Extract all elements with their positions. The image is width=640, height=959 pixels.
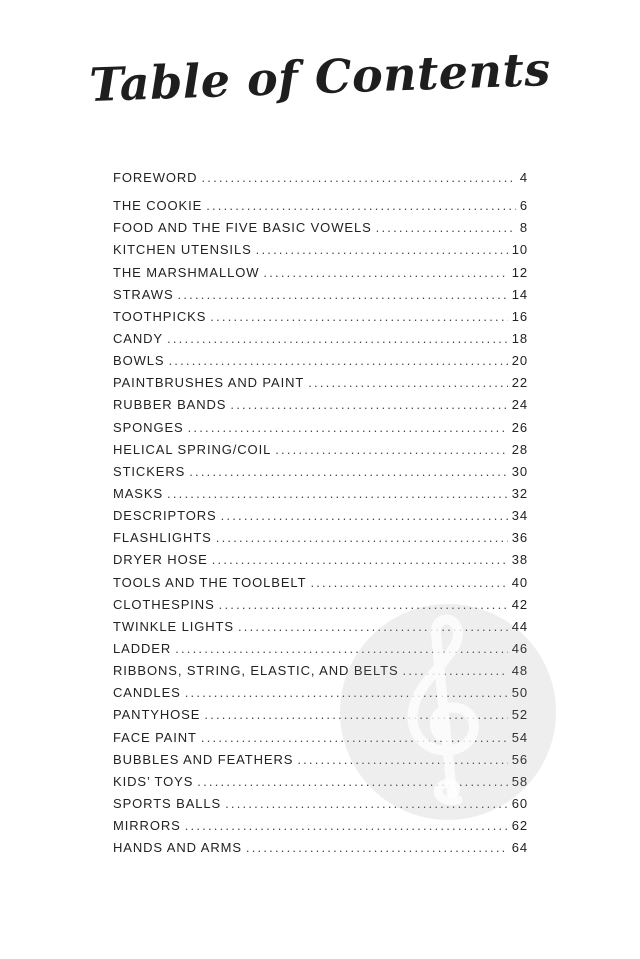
toc-entry-page: 24 [511, 397, 528, 413]
toc-entry-page: 40 [511, 574, 528, 590]
toc-entry-label: DRYER HOSE [113, 552, 208, 568]
toc-entry-page: 64 [511, 840, 528, 856]
toc-entry-label: MASKS [113, 485, 164, 501]
toc-entry [113, 170, 528, 192]
toc-entry-label: BOWLS [113, 353, 165, 369]
toc-entry [113, 464, 528, 486]
toc-entry-label: CLOTHESPINS [113, 596, 215, 612]
toc-entry [113, 530, 528, 552]
toc-entry-label: STRAWS [113, 286, 174, 302]
dot-leader [238, 619, 508, 634]
toc-entry-label: FLASHLIGHTS [113, 530, 212, 546]
dot-leader [167, 486, 508, 501]
toc-entry-label: DESCRIPTORS [113, 508, 217, 524]
toc-entry-label: RUBBER BANDS [113, 397, 227, 413]
toc-entry-page: 16 [511, 308, 528, 324]
toc-entry [113, 375, 528, 397]
toc-entry [113, 198, 528, 220]
toc-entry-label: PANTYHOSE [113, 707, 201, 723]
toc-entry [113, 663, 528, 685]
toc-entry [113, 575, 528, 597]
toc-entry [113, 287, 528, 309]
toc-entry [113, 442, 528, 464]
toc-entry [113, 707, 528, 729]
toc-entry [113, 486, 528, 508]
toc-entry [113, 796, 528, 818]
toc-entry-label: SPONGES [113, 419, 184, 435]
dot-leader [275, 442, 508, 457]
toc-entry [113, 508, 528, 530]
toc-entry-page: 58 [511, 773, 528, 789]
toc-entry [113, 641, 528, 663]
table-of-contents [113, 170, 528, 862]
toc-entry [113, 730, 528, 752]
dot-leader [206, 198, 516, 213]
dot-leader [201, 170, 515, 185]
toc-entry [113, 840, 528, 862]
toc-entry [113, 619, 528, 641]
toc-entry-label: RIBBONS, STRING, ELASTIC, AND BELTS [113, 663, 399, 679]
dot-leader [216, 530, 508, 545]
toc-entry-page: 36 [511, 530, 528, 546]
dot-leader [212, 552, 508, 567]
toc-entry-label: FOREWORD [113, 170, 198, 185]
toc-entry-label: KITCHEN UTENSILS [113, 242, 252, 258]
toc-entry [113, 242, 528, 264]
dot-leader [201, 730, 508, 745]
dot-leader [189, 464, 508, 479]
toc-entry-page: 28 [511, 441, 528, 457]
toc-entry [113, 552, 528, 574]
toc-entry-page: 34 [511, 508, 528, 524]
dot-leader [178, 287, 508, 302]
toc-entry [113, 331, 528, 353]
toc-entry [113, 774, 528, 796]
toc-entry-label: CANDLES [113, 685, 181, 701]
toc-entry-label: MIRRORS [113, 818, 181, 834]
dot-leader [246, 840, 508, 855]
dot-leader [168, 353, 507, 368]
dot-leader [204, 707, 507, 722]
toc-entry-page: 60 [511, 795, 528, 811]
toc-entry-page: 12 [511, 264, 528, 280]
toc-entry-label: PAINTBRUSHES AND PAINT [113, 375, 305, 391]
toc-entry-page: 8 [519, 220, 528, 236]
toc-entry-page: 6 [519, 198, 528, 214]
toc-entry-label: FACE PAINT [113, 729, 197, 745]
toc-entry-page: 20 [511, 353, 528, 369]
dot-leader [185, 818, 508, 833]
dot-leader [256, 242, 508, 257]
toc-entry-label: KIDS’ TOYS [113, 773, 194, 789]
toc-entry-label: TWINKLE LIGHTS [113, 618, 234, 634]
toc-entry-page: 14 [511, 286, 528, 302]
dot-leader [210, 309, 507, 324]
dot-leader [403, 663, 508, 678]
toc-entry-page: 4 [519, 170, 528, 185]
toc-entry-label: TOOTHPICKS [113, 308, 207, 324]
dot-leader [188, 420, 508, 435]
toc-entry-page: 26 [511, 419, 528, 435]
toc-entry [113, 818, 528, 840]
toc-entry [113, 309, 528, 331]
toc-entry-page: 18 [511, 330, 528, 346]
toc-entry-page: 52 [511, 707, 528, 723]
toc-entry-page: 46 [511, 640, 528, 656]
toc-entry-page: 32 [511, 485, 528, 501]
toc-entry-page: 30 [511, 463, 528, 479]
toc-entry-label: STICKERS [113, 463, 186, 479]
toc-entry [113, 685, 528, 707]
toc-entry-label: THE COOKIE [113, 198, 203, 214]
toc-entry [113, 220, 528, 242]
toc-entry-page: 48 [511, 663, 528, 679]
toc-entry-page: 62 [511, 818, 528, 834]
toc-entry [113, 353, 528, 375]
dot-leader [219, 597, 508, 612]
dot-leader [185, 685, 508, 700]
dot-leader [221, 508, 508, 523]
toc-entry-label: CANDY [113, 330, 164, 346]
toc-entry-page: 22 [511, 375, 528, 391]
toc-entry-page: 50 [511, 685, 528, 701]
toc-entry-page: 54 [511, 729, 528, 745]
dot-leader [225, 796, 508, 811]
toc-entry-label: FOOD AND THE FIVE BASIC VOWELS [113, 220, 372, 236]
toc-entry-label: HANDS AND ARMS [113, 840, 242, 856]
toc-entry [113, 420, 528, 442]
toc-entry-page: 42 [511, 596, 528, 612]
page-title: Table of Contents [88, 41, 552, 113]
dot-leader [297, 752, 507, 767]
toc-entry-page: 56 [511, 751, 528, 767]
toc-entry [113, 597, 528, 619]
toc-entry-label: SPORTS BALLS [113, 795, 222, 811]
toc-entry [113, 265, 528, 287]
toc-entry-label: HELICAL SPRING/COIL [113, 441, 272, 457]
dot-leader [308, 375, 507, 390]
dot-leader [230, 397, 507, 412]
dot-leader [197, 774, 507, 789]
toc-entry [113, 397, 528, 419]
toc-entry-page: 38 [511, 552, 528, 568]
toc-entry-page: 44 [511, 618, 528, 634]
toc-entry-label: LADDER [113, 640, 172, 656]
dot-leader [376, 220, 516, 235]
toc-entry-label: THE MARSHMALLOW [113, 264, 260, 280]
dot-leader [175, 641, 508, 656]
dot-leader [263, 265, 507, 280]
toc-entry-label: TOOLS AND THE TOOLBELT [113, 574, 307, 590]
toc-entry-label: BUBBLES AND FEATHERS [113, 751, 294, 767]
dot-leader [310, 575, 507, 590]
toc-entry-page: 10 [511, 242, 528, 258]
dot-leader [167, 331, 508, 346]
toc-entry [113, 752, 528, 774]
